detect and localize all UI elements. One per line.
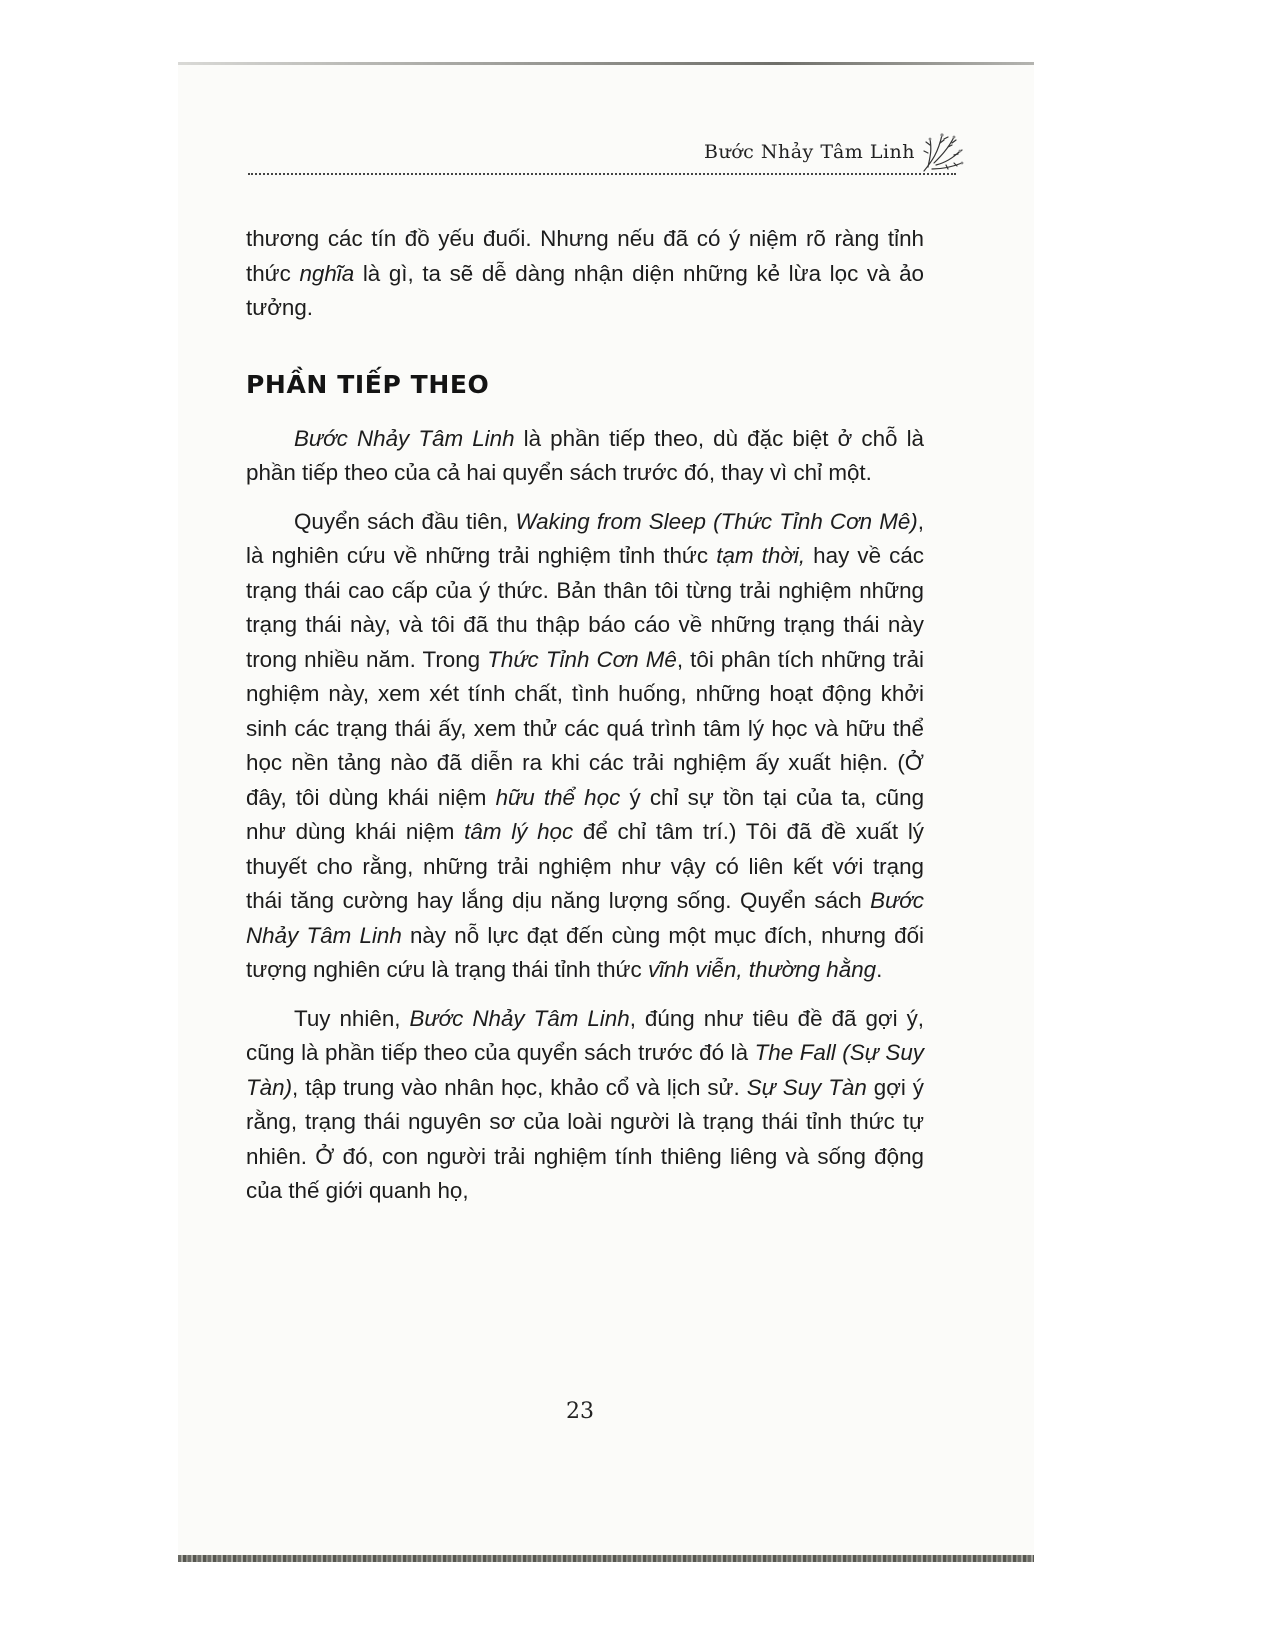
- text-run: gợi ý rằng, trạng thái nguyên sơ của loài người là trạng thái tỉnh thức tự nhiên. Ở đó, con người trải nghiệm tính thiêng liêng và sống động của thế giới quanh họ,: [246, 1074, 924, 1203]
- section-heading: PHẦN TIẾP THEO: [246, 369, 490, 399]
- italic-text-run: Thức Tỉnh Cơn Mê: [487, 646, 677, 672]
- italic-text-run: Bước Nhảy Tâm Linh: [294, 425, 515, 451]
- text-run: .: [876, 957, 883, 982]
- italic-text-run: hữu thể học: [495, 784, 621, 810]
- italic-text-run: tâm lý học: [464, 819, 574, 844]
- leaf-sprig-icon: [914, 123, 970, 179]
- text-run: , đúng như tiêu đề đã gợi ý, cũng là phần tiếp theo của quyển sách trước đó là: [246, 1005, 924, 1065]
- italic-text-run: nghĩa: [299, 260, 355, 286]
- text-run: hay về các trạng thái cao cấp của ý thức. Bản thân tôi từng trải nghiệm những trạng thái này, và tôi đã thu thập báo cáo về những trạng thái này trong nhiều năm. Trong: [246, 543, 924, 672]
- text-run: , tôi phân tích những trải nghiệm này, xem xét tính chất, tình huống, những hoạt động khởi sinh các trạng thái ấy, xem thử các quá trình tâm lý học và hữu thể học nền tảng nào đã diễn ra khi các trải nghiệm ấy xuất hiện. (Ở đây, tôi dùng khái niệm: [246, 646, 924, 810]
- text-run: là phần tiếp theo, dù đặc biệt ở chỗ là phần tiếp theo của cả hai quyển sách trước đó, thay vì chỉ một.: [246, 425, 924, 485]
- paragraph: [246, 1002, 924, 1209]
- text-run: Quyển sách đầu tiên,: [294, 508, 516, 534]
- page-number: 23: [566, 1399, 594, 1424]
- running-title: Bước Nhảy Tâm Linh: [704, 141, 915, 163]
- italic-text-run: Sự Suy Tàn: [746, 1074, 867, 1100]
- italic-text-run: tạm thời,: [716, 543, 806, 568]
- text-run: thương các tín đồ yếu đuối. Nhưng nếu đã có ý niệm rõ ràng tỉnh thức: [246, 226, 924, 286]
- paragraph: [246, 422, 924, 491]
- page-top-edge: [178, 62, 1034, 65]
- italic-text-run: The Fall (Sự Suy Tàn): [246, 1040, 924, 1100]
- page-bottom-edge: [178, 1555, 1034, 1562]
- running-header: [250, 133, 970, 173]
- italic-text-run: Bước Nhảy Tâm Linh: [246, 888, 924, 948]
- text-run: ý chỉ sự tồn tại của ta, cũng như dùng khái niệm: [246, 784, 925, 844]
- text-run: , tập trung vào nhân học, khảo cổ và lịch sử.: [292, 1074, 747, 1100]
- text-run: , là nghiên cứu về những trải nghiệm tỉnh thức: [246, 508, 924, 568]
- paragraph: [246, 222, 924, 326]
- text-run: để chỉ tâm trí.) Tôi đã đề xuất lý thuyết cho rằng, những trải nghiệm như vậy có liên kết với trạng thái tăng cường hay lắng dịu năng lượng sống. Quyển sách: [246, 819, 924, 913]
- text-run: là gì, ta sẽ dễ dàng nhận diện những kẻ lừa lọc và ảo tưởng.: [246, 260, 924, 320]
- italic-text-run: Bước Nhảy Tâm Linh: [409, 1005, 630, 1031]
- header-dotted-rule: [248, 173, 956, 175]
- paragraph: [246, 505, 924, 988]
- body-text: [246, 222, 924, 1209]
- italic-text-run: Waking from Sleep (Thức Tỉnh Cơn Mê): [515, 508, 918, 534]
- text-run: này nỗ lực đạt đến cùng một mục đích, nhưng đối tượng nghiên cứu là trạng thái tỉnh thức: [246, 922, 924, 982]
- italic-text-run: vĩnh viễn, thường hằng: [647, 957, 877, 982]
- text-run: Tuy nhiên,: [294, 1005, 410, 1031]
